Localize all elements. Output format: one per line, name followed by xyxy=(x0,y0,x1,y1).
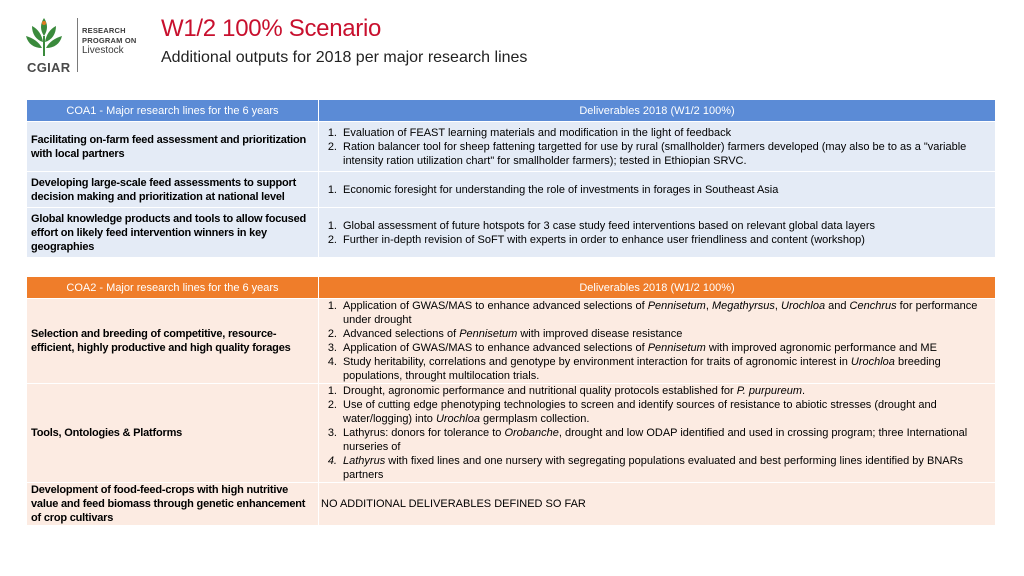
coa2-row-2 xyxy=(27,384,996,483)
item-number: 2. xyxy=(327,328,337,340)
item-text: Global assessment of future hotspots for 3 case study feed interventions based on relevant global data layers xyxy=(343,219,875,232)
coa1-row-2 xyxy=(27,172,996,208)
item-number: 1. xyxy=(327,300,337,312)
item-text: Use of cutting edge phenotyping technologies to screen and identify sources of resistance to abiotic stresses (drought and water/logging) into xyxy=(343,399,937,425)
item-text: . xyxy=(802,385,806,397)
species-name: Urochloa xyxy=(850,356,895,368)
coa1-header-row xyxy=(27,100,996,122)
item-text: breeding populations, throught multilocation trials. xyxy=(343,356,941,382)
list-item xyxy=(321,233,989,247)
item-number: 1. xyxy=(327,126,337,139)
item-text: with fixed lines and one nursery with segregating populations evaluated and best performing lines identified by BNARs partners xyxy=(343,455,964,481)
item-text: Evaluation of FEAST learning materials and modification in the light of feedback xyxy=(343,126,732,139)
item-text: Lathyrus: donors for tolerance to xyxy=(343,427,505,439)
item-text: with improved agronomic performance and ME xyxy=(705,342,937,354)
list-item xyxy=(321,327,989,341)
coa2-row-1-deliverables xyxy=(319,299,996,384)
item-number: 1. xyxy=(327,183,337,196)
item-text: , xyxy=(705,300,712,312)
coa2-header-row xyxy=(27,277,996,299)
coa2-row-1-line: Selection and breeding of competitive, resource-efficient, highly productive and high quality forages xyxy=(27,299,319,384)
item-text: Economic foresight for understanding the role of investments in forages in Southeast Asia xyxy=(343,183,779,196)
wheat-emblem-icon xyxy=(22,14,66,58)
coa1-header-right: Deliverables 2018 (W1/2 100%) xyxy=(319,100,996,122)
coa2-header-left: COA2 - Major research lines for the 6 years xyxy=(27,277,319,299)
item-text: germplasm collection. xyxy=(479,413,590,425)
coa2-row-2-line: Tools, Ontologies & Platforms xyxy=(27,384,319,483)
list-item xyxy=(321,341,989,355)
list-item xyxy=(321,299,989,327)
coa1-row-3 xyxy=(27,208,996,258)
item-number: 2. xyxy=(327,140,337,153)
coa1-row-2-line: Developing large-scale feed assessments to support decision making and prioritization at national level xyxy=(27,172,319,208)
species-name: Pennisetum xyxy=(459,328,518,340)
item-text: , xyxy=(774,300,782,312)
list-item xyxy=(321,398,989,426)
no-deliverables-text: NO ADDITIONAL DELIVERABLES DEFINED SO FAR xyxy=(321,498,586,510)
coa1-row-1-line: Facilitating on-farm feed assessment and prioritization with local partners xyxy=(27,122,319,172)
list-item xyxy=(321,454,989,482)
logo-program-text xyxy=(82,26,137,56)
species-name: Megathyrsus xyxy=(711,300,775,312)
slide-title: W1/2 100% Scenario xyxy=(161,15,382,42)
coa1-row-1-deliverables xyxy=(319,122,996,172)
species-name: Urochloa xyxy=(435,413,480,425)
coa1-table xyxy=(26,99,996,258)
item-text: Application of GWAS/MAS to enhance advanced selections of xyxy=(343,300,648,312)
species-name: Orobanche xyxy=(504,427,559,439)
list-item xyxy=(321,355,989,383)
species-name: Urochloa xyxy=(781,300,826,312)
item-text: Advanced selections of xyxy=(343,328,460,340)
species-name: Cenchrus xyxy=(849,300,897,312)
logo-cgiar-text: CGIAR xyxy=(27,60,71,75)
item-number: 4. xyxy=(327,455,337,467)
coa2-row-3-line: Development of food-feed-crops with high nutritive value and feed biomass through genetic enhancement of crop cultivars xyxy=(27,483,319,526)
logo-line-2: PROGRAM ON xyxy=(82,36,137,45)
item-text: Application of GWAS/MAS to enhance advanced selections of xyxy=(343,342,648,354)
coa2-table xyxy=(26,276,996,526)
list-item xyxy=(321,126,989,140)
list-item xyxy=(321,426,989,454)
coa2-row-3 xyxy=(27,483,996,526)
logo-line-1: RESEARCH xyxy=(82,26,126,35)
item-text: Ration balancer tool for sheep fattening targetted for use by rural (smallholder) farmers developed (may also be to as a "variable intensity ration utilization chart" for smallholder farmers); tested in Ethiopian SRVC. xyxy=(343,140,967,167)
coa2-row-3-deliverables xyxy=(319,483,996,526)
coa1-row-1 xyxy=(27,122,996,172)
item-number: 4. xyxy=(327,356,337,368)
coa1-row-3-line: Global knowledge products and tools to allow focused effort on likely feed intervention winners in key geographies xyxy=(27,208,319,258)
cgiar-livestock-logo xyxy=(22,14,142,76)
item-number: 3. xyxy=(327,427,337,439)
item-text: Drought, agronomic performance and nutritional quality protocols established for xyxy=(343,385,737,397)
coa2-header-right: Deliverables 2018 (W1/2 100%) xyxy=(319,277,996,299)
item-text: Study heritability, correlations and genotype by environment interaction for traits of agronomic interest in xyxy=(343,356,851,368)
coa2-row-1 xyxy=(27,299,996,384)
species-name: Pennisetum xyxy=(647,300,706,312)
coa1-header-left: COA1 - Major research lines for the 6 years xyxy=(27,100,319,122)
item-number: 1. xyxy=(327,385,337,397)
logo-divider xyxy=(77,18,78,72)
item-text: with improved disease resistance xyxy=(517,328,683,340)
item-number: 1. xyxy=(327,219,337,232)
item-text: for performance under drought xyxy=(343,300,978,326)
list-item xyxy=(321,219,989,233)
coa2-row-2-deliverables xyxy=(319,384,996,483)
slide-subtitle: Additional outputs for 2018 per major research lines xyxy=(161,49,528,66)
coa1-row-2-deliverables xyxy=(319,172,996,208)
item-text: , drought and low ODAP identified and used in crossing program; three International nurseries of xyxy=(343,427,968,453)
list-item xyxy=(321,140,989,168)
item-text: and xyxy=(825,300,850,312)
item-number: 3. xyxy=(327,342,337,354)
item-text: Further in-depth revision of SoFT with experts in order to enhance user friendliness and content (workshop) xyxy=(343,233,865,246)
logo-line-3: Livestock xyxy=(82,45,124,56)
item-number: 2. xyxy=(327,399,337,411)
item-number: 2. xyxy=(327,233,337,246)
list-item xyxy=(321,384,989,398)
species-name: P. purpureum xyxy=(736,385,803,397)
species-name: Lathyrus xyxy=(343,455,386,467)
species-name: Pennisetum xyxy=(647,342,706,354)
coa1-row-3-deliverables xyxy=(319,208,996,258)
list-item xyxy=(321,183,989,197)
